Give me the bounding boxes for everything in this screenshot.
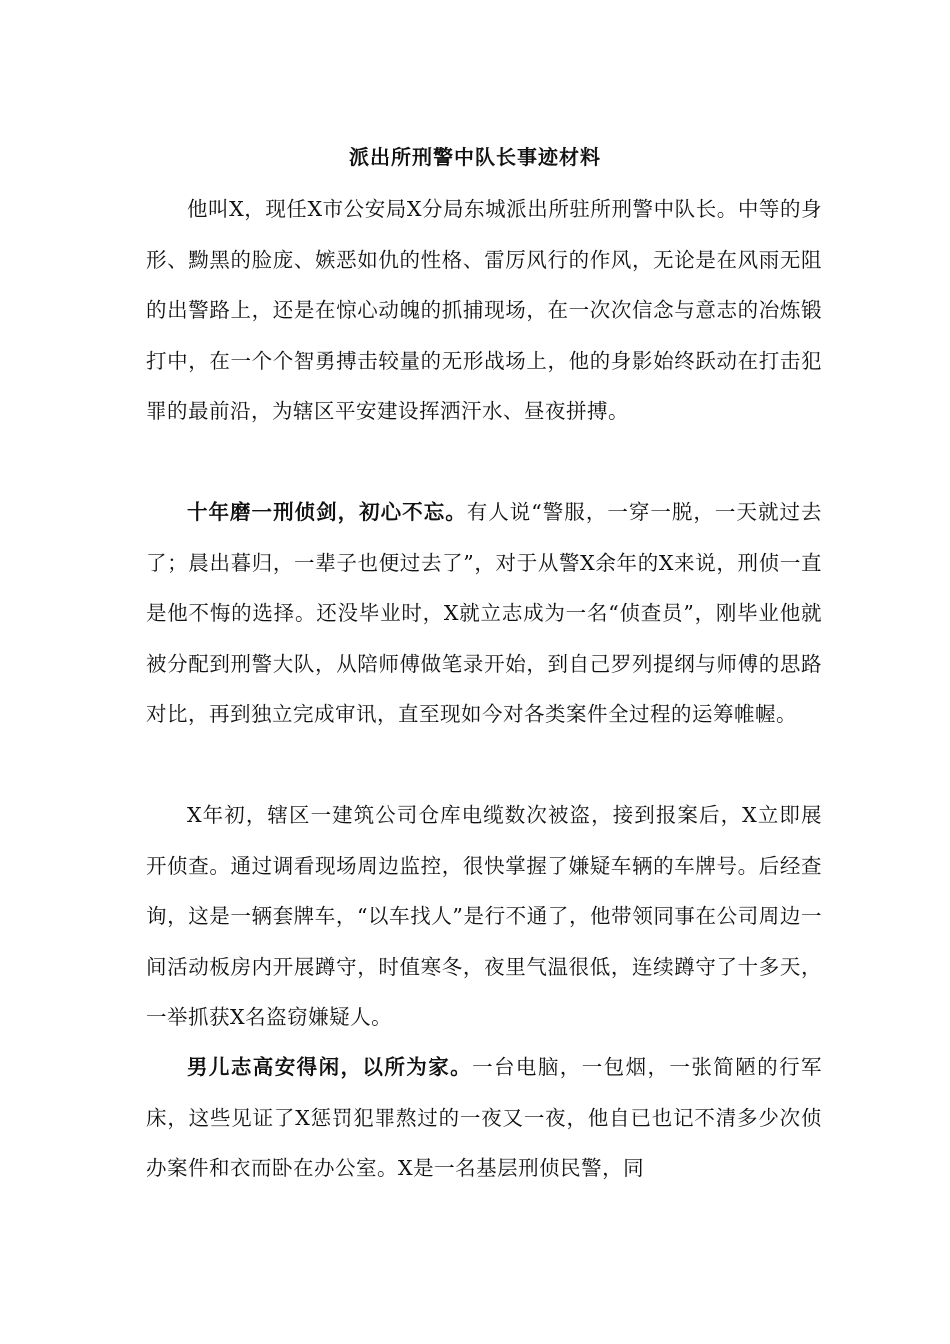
paragraph-section-2 — [146, 1042, 822, 1194]
paragraph-lead: 男儿志高安得闲，以所为家。 — [187, 1055, 473, 1079]
paragraph-case — [146, 790, 822, 1043]
document-title: 派出所刑警中队长事迹材料 — [349, 145, 601, 169]
paragraph-section-1 — [146, 487, 822, 740]
paragraph-text: 他叫X，现任X市公安局X分局东城派出所驻所刑警中队长。中等的身形、黝黑的脸庞、嫉恶如仇的性格、雷厉风行的作风，无论是在风雨无阻的出警路上，还是在惊心动魄的抓捕现场，在一次次信念与意志的冶炼锻打中，在一个个智勇搏击较量的无形战场上，他的身影始终跃动在打击犯罪的最前沿，为辖区平安建设挥洒汗水、昼夜拼搏。 — [146, 197, 822, 423]
paragraph-lead: 十年磨一刑侦剑，初心不忘。 — [187, 500, 467, 524]
paragraph-text: 有人说“警服，一穿一脱，一天就过去了；晨出暮归，一辈子也便过去了”，对于从警X余年的X来说，刑侦一直是他不悔的选择。还没毕业时，X就立志成为一名“侦查员”，刚毕业他就被分配到刑警大队，从陪师傅做笔录开始，到自己罗列提纲与师傅的思路对比，再到独立完成审讯，直至现如今对各类案件全过程的运筹帷幄。 — [146, 500, 822, 726]
paragraph-intro — [146, 184, 822, 437]
paragraph-text: X年初，辖区一建筑公司仓库电缆数次被盗，接到报案后，X立即展开侦查。通过调看现场周边监控，很快掌握了嫌疑车辆的车牌号。后经查询，这是一辆套牌车，“以车找人”是行不通了，他带领同事在公司周边一间活动板房内开展蹲守，时值寒冬，夜里气温很低，连续蹲守了十多天，一举抓获X名盗窃嫌疑人。 — [146, 803, 822, 1029]
paragraph-text: 一台电脑，一包烟，一张简陋的行军床，这些见证了X惩罚犯罪熬过的一夜又一夜，他自已也记不清多少次侦办案件和衣而卧在办公室。X是一名基层刑侦民警，同 — [146, 1055, 823, 1180]
